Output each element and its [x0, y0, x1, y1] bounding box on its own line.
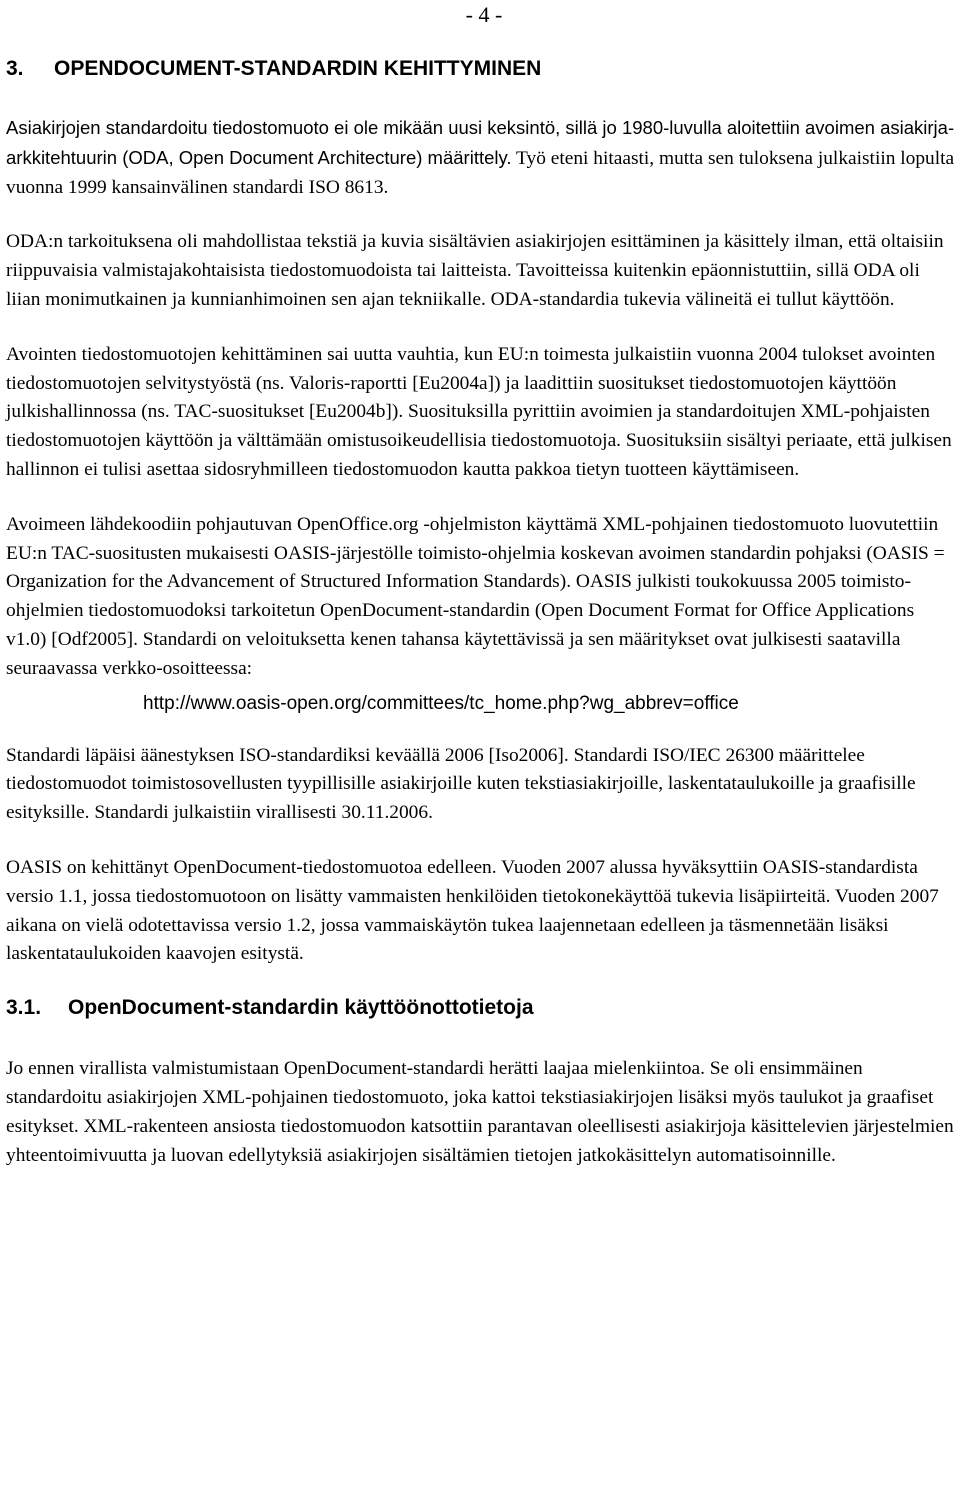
page-number: - 4 - — [465, 2, 503, 27]
paragraph-oasis-versions: OASIS on kehittänyt OpenDocument-tiedostomuotoa edelleen. Vuoden 2007 alussa hyväksyttiin OASIS-standardista versio 1.1, jossa tiedostomuotoon on lisätty vammaisten henkilöiden tietokonekäyttöä tukevia lisäpiirteitä. Vuoden 2007 aikana on vielä odotettavissa versio 1.2, jossa vammaiskäytön tukea laajennetaan edelleen ja täsmennetään lisäksi laskentataulukoiden kaavojen esitystä. — [6, 856, 939, 965]
subsection-number: 3.1. — [6, 996, 42, 1020]
page-content — [6, 56, 956, 1196]
oasis-url-link[interactable]: http://www.oasis-open.org/committees/tc_home.php?wg_abbrev=office — [143, 692, 739, 714]
section-title: OPENDOCUMENT-STANDARDIN KEHITTYMINEN — [54, 57, 542, 80]
paragraph-iso-standard: Standardi läpäisi äänestyksen ISO-standardiksi keväällä 2006 [Iso2006]. Standardi ISO/IEC 26300 määrittelee tiedostomuodot toimistosovellusten tyypillisille asiakirjoille kuten tekstiasiakirjoille, laskentataulukoille ja graafisille esityksille. Standardi julkaistiin virallisesti 30.11.2006. — [6, 744, 916, 824]
paragraph-oda-history — [6, 114, 956, 202]
subsection-heading — [6, 995, 956, 1021]
subsection-title: OpenDocument-standardin käyttöönottotietoja — [68, 996, 534, 1020]
paragraph-oda-history-serif: Työ eteni hitaasti, mutta sen tuloksena julkaistiin lopulta vuonna 1999 kansainvälinen standardi ISO 8613. — [6, 147, 955, 198]
paragraph-oda-goal: ODA:n tarkoituksena oli mahdollistaa tekstiä ja kuvia sisältävien asiakirjojen esittäminen ja käsittely ilman, että oltaisiin riippuvaisia valmistajakohtaisista tiedostomuodoista tai laitteista. Tavoitteissa kuitenkin epäonnistuttiin, sillä ODA oli liian monimutkainen ja kunnianhimoinen sen ajan tekniikalle. ODA-standardia tukevia välineitä ei tullut käyttöön. — [6, 231, 944, 310]
section-heading — [6, 56, 956, 82]
paragraph-oda-history-sans: Asiakirjojen standardoitu tiedostomuoto ei ole mikään uusi keksintö, sillä jo 1980-luvulla aloitettiin avoimen asiakirja-arkkitehtuurin (ODA, Open Document Architecture) määrittely. — [6, 117, 955, 168]
paragraph-eu-recommendations: Avointen tiedostomuotojen kehittäminen sai uutta vauhtia, kun EU:n toimesta julkaistiin vuonna 2004 tulokset avointen tiedostomuotojen selvitystyöstä (ns. Valoris-raportti [Eu2004a]) ja laadittiin suositukset tiedostomuotojen käyttöön julkishallinnossa (ns. TAC-suositukset [Eu2004b]). Suosituksilla pyrittiin avoimien ja standardoitujen XML-pohjaisten tiedostomuotojen käyttöön ja välttämään omistusoikeudellisia tiedostomuotoja. Suosituksiin sisältyi periaate, että julkisen hallinnon ei tulisi asettaa sidosryhmilleen tiedostomuodon kautta pakkoa tietyn tuotteen käyttämiseen. — [6, 343, 952, 480]
section-number: 3. — [6, 57, 24, 80]
paragraph-oasis-standard: Avoimeen lähdekoodiin pohjautuvan OpenOffice.org -ohjelmiston käyttämä XML-pohjainen tiedostomuoto luovutettiin EU:n TAC-suositusten mukaisesti OASIS-järjestölle toimisto-ohjelmia koskevan avoimen standardin pohjaksi (OASIS = Organization for the Advancement of Structured Information Standards). OASIS julkisti toukokuussa 2005 toimisto-ohjelmien tiedostomuodoksi tarkoitetun OpenDocument-standardin (Open Document Format for Office Applications v1.0) [Odf2005]. Standardi on veloituksetta kenen tahansa käytettävissä ja sen määritykset ovat julkisesti saatavilla seuraavassa verkko-osoitteessa: — [6, 513, 945, 679]
paragraph-adoption: Jo ennen virallista valmistumistaan OpenDocument-standardi herätti laajaa mielenkiintoa. Se oli ensimmäinen standardoitu asiakirjojen XML-pohjainen tiedostomuoto, joka kattoi tekstiasiakirjojen lisäksi myös taulukot ja graafiset esitykset. XML-rakenteen ansiosta tiedostomuodon katsottiin parantavan oleellisesti asiakirjoja käsittelevien järjestelmien yhteentoimivuutta ja luovan edellytyksiä asiakirjojen sisältämien tietojen jatkokäsittelyn automatisoinnille. — [6, 1058, 954, 1166]
